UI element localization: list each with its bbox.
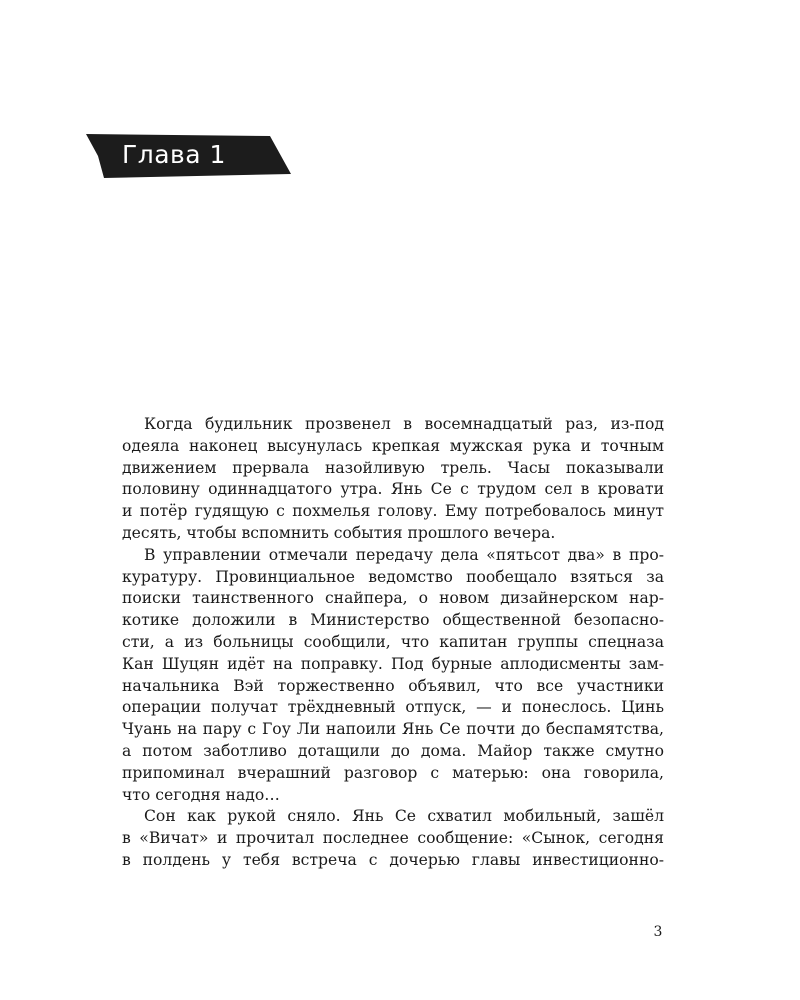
text-line: Кан Шуцян идёт на поправку. Под бурные аплодисменты зам-: [122, 654, 664, 673]
text-line: десять, чтобы вспомнить события прошлого вечера.: [122, 523, 556, 542]
paragraph-3: [122, 806, 664, 871]
text-line: а потом заботливо дотащили до дома. Майор также смутно: [122, 741, 664, 760]
text-line: Сон как рукой сняло. Янь Се схватил мобильный, зашёл: [144, 807, 664, 826]
text-line: куратуру. Провинциальное ведомство пообещало взяться за: [122, 567, 664, 586]
page-number: 3: [653, 924, 663, 940]
paragraph-1: [122, 414, 664, 545]
text-line: котике доложили в Министерство общественной безопасно-: [122, 611, 664, 630]
text-line: Когда будильник прозвенел в восемнадцатый раз, из-под: [144, 415, 664, 433]
text-line: сти, а из больницы сообщили, что капитан группы спецназа: [122, 632, 664, 651]
text-line: Чуань на пару с Гоу Ли напоили Янь Се почти до беспамятства,: [122, 720, 664, 739]
text-line: начальника Вэй торжественно объявил, что все участники: [122, 676, 664, 695]
chapter-text: [122, 414, 664, 872]
text-line: в «Вичат» и прочитал последнее сообщение: «Сынок, сегодня: [122, 829, 664, 848]
text-line: в полдень у тебя встреча с дочерью главы инвестиционно-: [122, 850, 664, 869]
text-line: одеяла наконец высунулась крепкая мужская рука и точным: [122, 436, 664, 455]
text-line: поиски таинственного снайпера, о новом дизайнерском нар-: [122, 589, 664, 608]
text-line: В управлении отмечали передачу дела «пятьсот два» в про-: [144, 545, 664, 564]
text-line: что сегодня надо…: [122, 785, 280, 804]
text-line: операции получат трёхдневный отпуск, — и понеслось. Цинь: [122, 698, 664, 717]
text-line: припоминал вчерашний разговор с матерью: она говорила,: [122, 763, 664, 782]
paragraph-2: [122, 545, 664, 807]
text-line: движением прервала назойливую трель. Часы показывали: [122, 458, 664, 477]
chapter-banner: [84, 134, 292, 178]
chapter-title: Глава 1: [122, 140, 226, 169]
text-line: и потёр гудящую с похмелья голову. Ему потребовалось минут: [122, 502, 664, 521]
text-line: половину одиннадцатого утра. Янь Се с трудом сел в кровати: [122, 480, 664, 499]
